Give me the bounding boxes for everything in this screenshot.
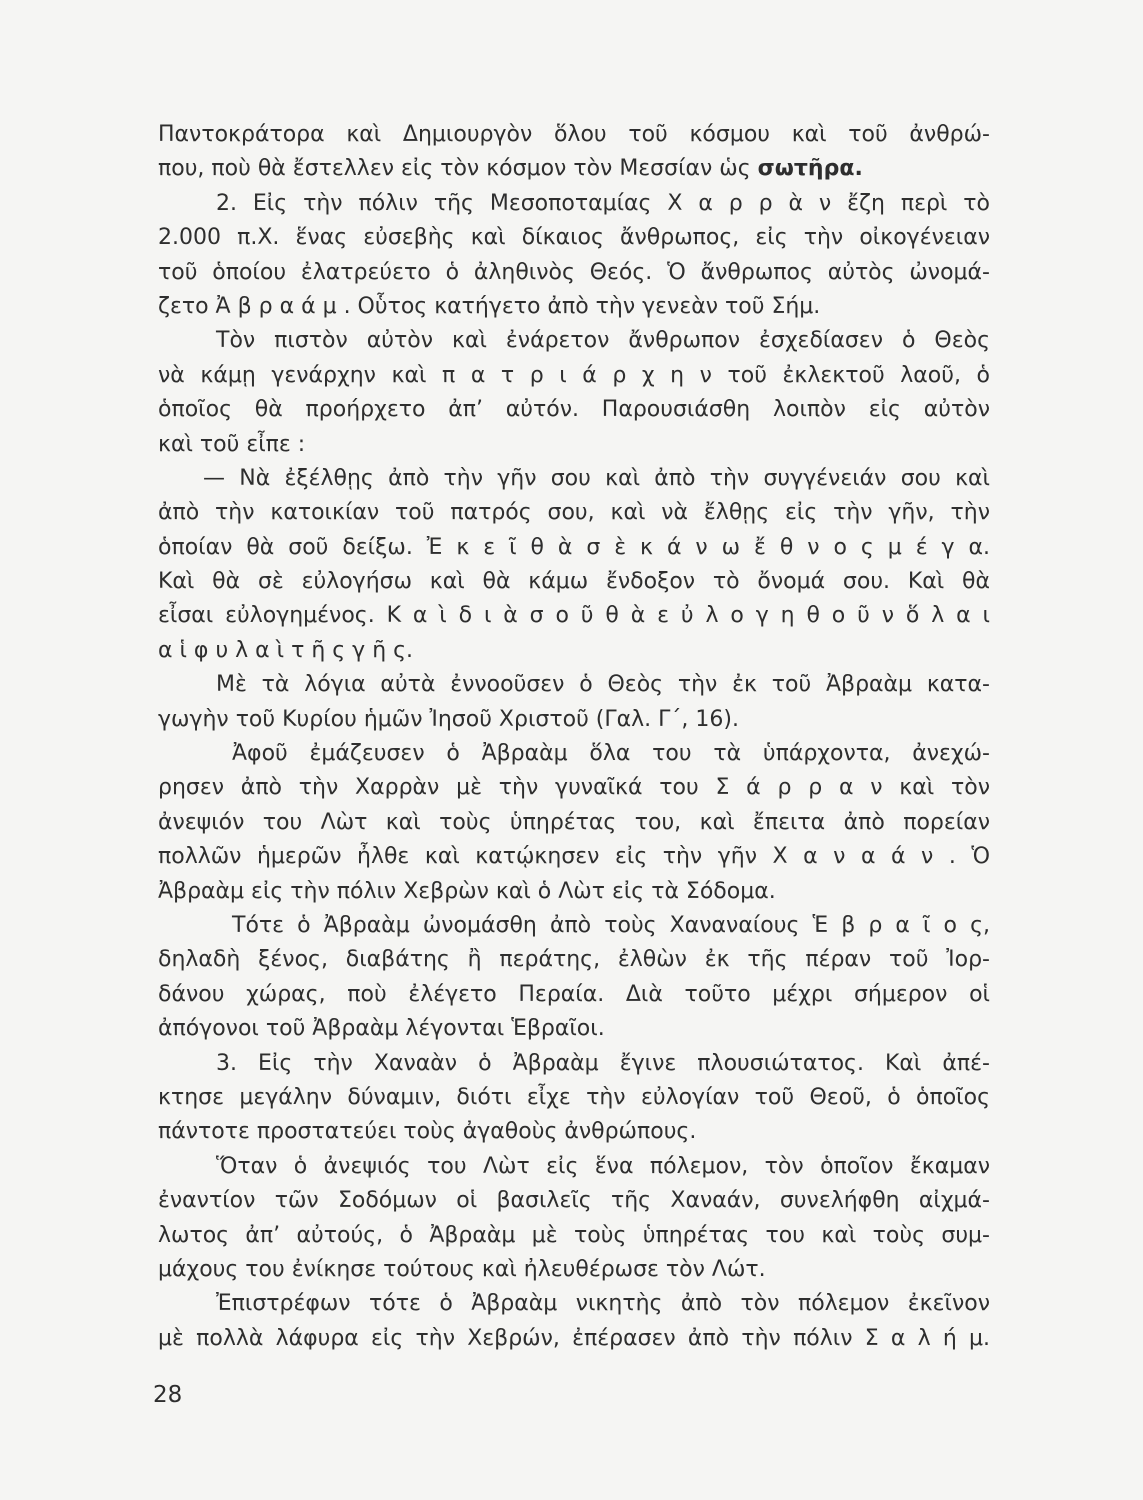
text-line: πολλῶν ἡμερῶν ἦλθε καὶ κατῴκησεν εἰς τὴν γῆν Χ α ν α ά ν . Ὁ bbox=[158, 844, 990, 870]
text-line: ζετο Ἀ β ρ α ά μ . Οὗτος κατήγετο ἀπὸ τὴν γενεὰν τοῦ Σήμ. bbox=[158, 293, 821, 319]
text-line: ἀπὸ τὴν κατοικίαν τοῦ πατρός σου, καὶ νὰ ἔλθῃς εἰς τὴν γῆν, τὴν bbox=[158, 500, 990, 526]
text-line: ἀνεψιόν του Λὼτ καὶ τοὺς ὑπηρέτας του, καὶ ἔπειτα ἀπὸ πορείαν bbox=[158, 809, 990, 835]
text-line: γωγὴν τοῦ Κυρίου ἡμῶν Ἰησοῦ Χριστοῦ (Γαλ. Γ΄, 16). bbox=[158, 706, 739, 732]
text-line: ρησεν ἀπὸ τὴν Χαρρὰν μὲ τὴν γυναῖκά του Σ ά ρ ρ α ν καὶ τὸν bbox=[158, 775, 990, 801]
text-line: μὲ πολλὰ λάφυρα εἰς τὴν Χεβρών, ἐπέρασεν ἀπὸ τὴν πόλιν Σ α λ ή μ. bbox=[158, 1325, 990, 1351]
text-line: δάνου χώρας, ποὺ ἐλέγετο Περαία. Διὰ τοῦτο μέχρι σήμερον οἱ bbox=[158, 981, 990, 1007]
text-line: α ἱ φ υ λ α ὶ τ ῆ ς γ ῆ ς. bbox=[158, 637, 414, 663]
text-line: Τὸν πιστὸν αὐτὸν καὶ ἐνάρετον ἄνθρωπον ἐσχεδίασεν ὁ Θεὸς bbox=[216, 328, 990, 354]
text-line: Ἀβραὰμ εἰς τὴν πόλιν Χεβρὼν καὶ ὁ Λὼτ εἰς τὰ Σόδομα. bbox=[158, 878, 776, 904]
text-span: που, ποὺ θὰ ἔστελλεν εἰς τὸν κόσμον τὸν Μεσσίαν ὡς bbox=[158, 156, 751, 182]
text-line: 2.000 π.Χ. ἕνας εὐσεβὴς καὶ δίκαιος ἄνθρωπος, εἰς τὴν οἰκογένειαν bbox=[158, 225, 990, 251]
text-line: ὁποίαν θὰ σοῦ δείξω. Ἐ κ ε ῖ θ ὰ σ ὲ κ ά ν ω ἔ θ ν ο ς μ έ γ α. bbox=[158, 534, 990, 560]
text-line: Ὅταν ὁ ἀνεψιός του Λὼτ εἰς ἕνα πόλεμον, τὸν ὁποῖον ἔκαμαν bbox=[216, 1153, 990, 1179]
text-line: Τότε ὁ Ἀβραὰμ ὠνομάσθη ἀπὸ τοὺς Χαναναίους Ἑ β ρ α ῖ ο ς, bbox=[232, 912, 990, 938]
text-line: ἀπόγονοι τοῦ Ἀβραὰμ λέγονται Ἑβραῖοι. bbox=[158, 1016, 605, 1042]
text-line: τοῦ ὁποίου ἐλατρεύετο ὁ ἀληθινὸς Θεός. Ὁ ἄνθρωπος αὐτὸς ὠνομά- bbox=[158, 259, 990, 285]
text-line: εἶσαι εὐλογημένος. Κ α ὶ δ ι ὰ σ ο ῦ θ ὰ ε ὐ λ ο γ η θ ο ῦ ν ὅ λ α ι bbox=[158, 603, 990, 629]
text-line: Παντοκράτορα καὶ Δημιουργὸν ὅλου τοῦ κόσμου καὶ τοῦ ἀνθρώ- bbox=[158, 122, 990, 147]
text-line: 2. Εἰς τὴν πόλιν τῆς Μεσοποταμίας Χ α ρ ρ ὰ ν ἔζη περὶ τὸ bbox=[216, 190, 990, 216]
text-line: Ἀφοῦ ἐμάζευσεν ὁ Ἀβραὰμ ὅλα του τὰ ὑπάρχοντα, ἀνεχώ- bbox=[232, 741, 990, 767]
text-line: 3. Εἰς τὴν Χαναὰν ὁ Ἀβραὰμ ἔγινε πλουσιώτατος. Καὶ ἀπέ- bbox=[216, 1050, 990, 1076]
text-line: κτησε μεγάλην δύναμιν, διότι εἶχε τὴν εὐλογίαν τοῦ Θεοῦ, ὁ ὁποῖος bbox=[158, 1084, 990, 1110]
page-body bbox=[158, 118, 990, 1356]
text-line: δηλαδὴ ξένος, διαβάτης ἢ περάτης, ἐλθὼν ἐκ τῆς πέραν τοῦ Ἰορ- bbox=[158, 947, 990, 973]
text-line: ἐναντίον τῶν Σοδόμων οἱ βασιλεῖς τῆς Χαναάν, συνελήφθη αἰχμά- bbox=[158, 1188, 990, 1214]
text-line: πάντοτε προστατεύει τοὺς ἀγαθοὺς ἀνθρώπους. bbox=[158, 1119, 697, 1145]
text-line: λωτος ἀπ’ αὐτούς, ὁ Ἀβραὰμ μὲ τοὺς ὑπηρέτας του καὶ τοὺς συμ- bbox=[158, 1222, 990, 1248]
text-line: μάχους του ἐνίκησε τούτους καὶ ἠλευθέρωσε τὸν Λώτ. bbox=[158, 1256, 766, 1282]
text-line: Μὲ τὰ λόγια αὐτὰ ἐννοοῦσεν ὁ Θεὸς τὴν ἐκ τοῦ Ἀβραὰμ κατα- bbox=[216, 672, 990, 698]
text-line: Καὶ θὰ σὲ εὐλογήσω καὶ θὰ κάμω ἔνδοξον τὸ ὄνομά σου. Καὶ θὰ bbox=[158, 569, 990, 595]
text-line: — Νὰ ἐξέλθῃς ἀπὸ τὴν γῆν σου καὶ ἀπὸ τὴν συγγένειάν σου καὶ bbox=[203, 465, 990, 491]
text-line: Ἐπιστρέφων τότε ὁ Ἀβραὰμ νικητὴς ἀπὸ τὸν πόλεμον ἐκεῖνον bbox=[216, 1291, 990, 1317]
text-line bbox=[158, 152, 990, 186]
text-line: καὶ τοῦ εἶπε : bbox=[158, 431, 306, 457]
text-line: νὰ κάμῃ γενάρχην καὶ π α τ ρ ι ά ρ χ η ν τοῦ ἐκλεκτοῦ λαοῦ, ὁ bbox=[158, 362, 990, 388]
emphasized-word: σωτῆρα. bbox=[757, 156, 863, 182]
page-number: 28 bbox=[153, 1382, 183, 1408]
text-line: ὁποῖος θὰ προήρχετο ἀπ’ αὐτόν. Παρουσιάσθη λοιπὸν εἰς αὐτὸν bbox=[158, 397, 990, 423]
